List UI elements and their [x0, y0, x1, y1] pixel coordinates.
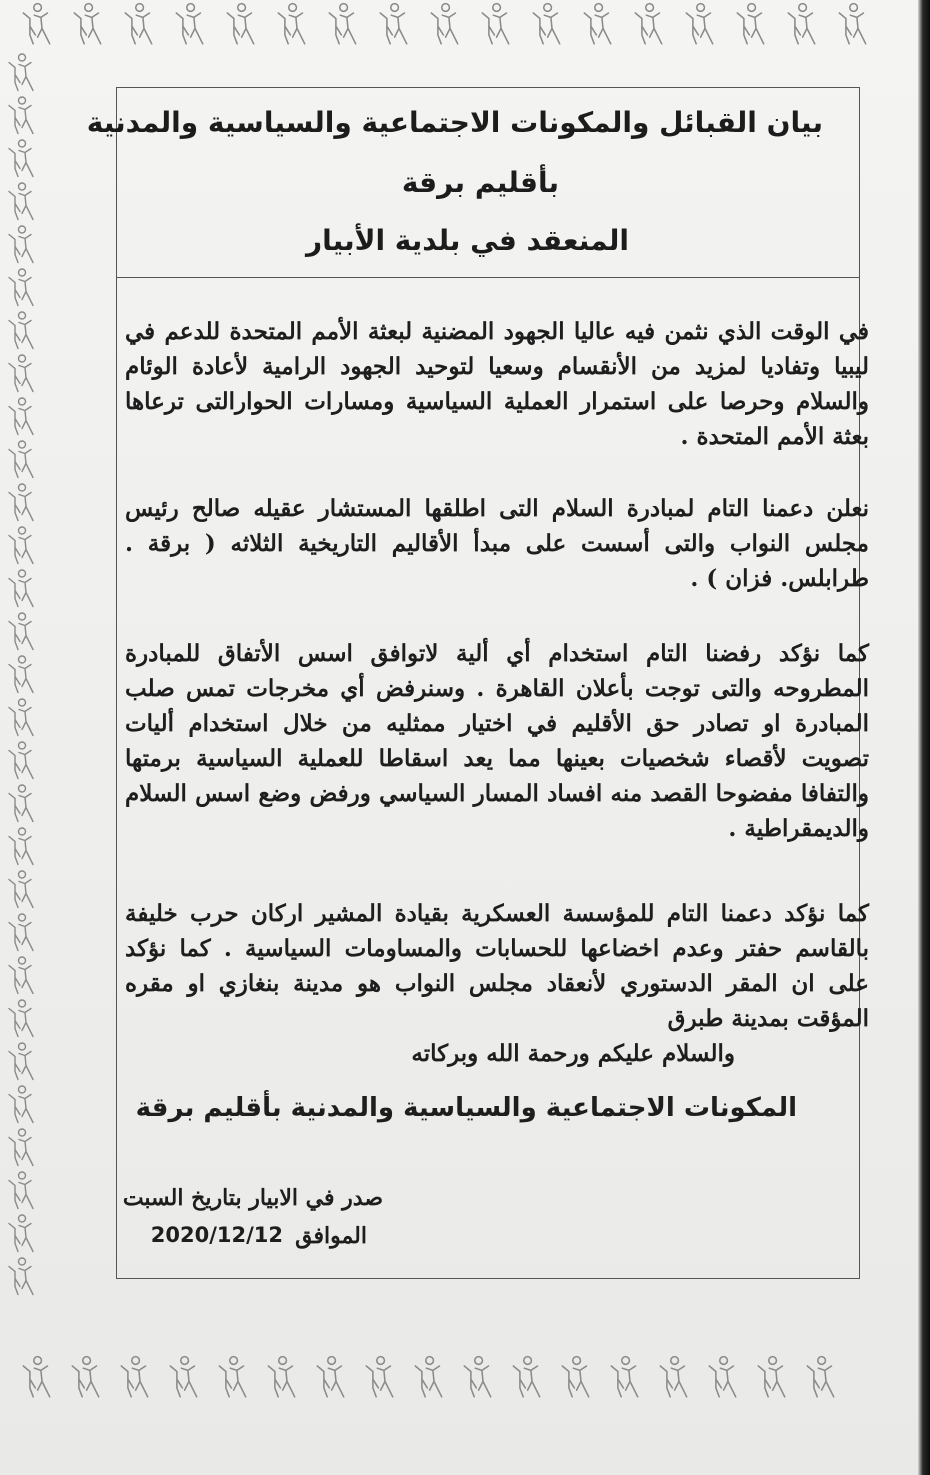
paragraph-3: كما نؤكد رفضنا التام استخدام أي ألية لاتوافق اسس الأتفاق للمبادرة المطروحه والتى توجت بأعلان القاهرة . وسنرفض أي مخرجات تمس صلب المبادرة او تصادر حق الأقليم في اختيار ممثليه من خلال استخدام أليات تصويت لأقصاء شخصيات بعينها مما يعد اسقاطا للعملية السياسية برمتها والتفافا مفضوحا القصد منه افساد المسار السياسي ورفض وضع اسس السلام والديمقراطية . — [125, 640, 869, 842]
stick-figure-icon — [377, 2, 410, 46]
stick-figure-icon — [6, 654, 36, 695]
stick-figure-icon — [265, 1355, 298, 1399]
stick-figure-icon — [706, 1355, 739, 1399]
stick-figure-icon — [6, 568, 36, 609]
stick-figure-icon — [785, 2, 818, 46]
stick-figure-icon — [683, 2, 716, 46]
stick-figure-icon — [6, 52, 36, 93]
paragraph-4: كما نؤكد دعمنا التام للمؤسسة العسكرية بقيادة المشير اركان حرب خليفة بالقاسم حفتر وعدم اخضاعها للحسابات والمساومات السياسية . كما نؤكد على ان المقر الدستوري لأنعقاد مجلس النواب هو مدينة بنغازي او مقره المؤقت بمدينة طبرق — [125, 900, 869, 1032]
stick-figure-icon — [657, 1355, 690, 1399]
title-section — [86, 88, 859, 278]
stick-figure-icon — [20, 1355, 53, 1399]
title-line-2: بأقليم برقة — [401, 166, 559, 199]
stick-figure-icon — [6, 1213, 36, 1254]
stick-figure-icon — [122, 2, 155, 46]
stick-figure-icon — [559, 1355, 592, 1399]
paragraph-1: في الوقت الذي نثمن فيه عاليا الجهود المضنية لبعثة الأمم المتحدة للدعم في ليبيا وتفاديا لمزيد من الأنقسام وسعيا لتوحيد الجهود الرامية لأعادة الوئام والسلام وحرصا على استمرار العملية السياسية ومسارات الحوارالتى ترعاها بعثة الأمم المتحدة . — [125, 318, 869, 450]
statement-box — [86, 87, 869, 1279]
stick-figure-icon — [6, 783, 36, 824]
stick-figure-icon — [6, 697, 36, 738]
stick-figure-icon — [734, 2, 767, 46]
stick-figure-icon — [6, 267, 36, 308]
stick-figure-icon — [6, 740, 36, 781]
stick-figure-icon — [6, 869, 36, 910]
stick-figure-icon — [428, 2, 461, 46]
stick-figure-icon — [6, 912, 36, 953]
stick-figure-icon — [6, 1170, 36, 1211]
stick-figure-icon — [71, 2, 104, 46]
stick-figure-icon — [363, 1355, 396, 1399]
stick-figure-icon — [69, 1355, 102, 1399]
stick-figure-icon — [167, 1355, 200, 1399]
stick-figure-icon — [20, 2, 53, 46]
title-line-3: المنعقد في بلدية الأبيار — [306, 224, 629, 257]
stick-figure-icon — [530, 2, 563, 46]
stick-figure-icon — [479, 2, 512, 46]
stick-figure-icon — [581, 2, 614, 46]
decorative-border-bottom — [20, 1355, 837, 1399]
issued-date-label: الموافق — [295, 1223, 367, 1249]
paragraph-2: نعلن دعمنا التام لمبادرة السلام التى اطلقها المستشار عقيله صالح رئيس مجلس النواب والتى أسست على مبدأ الأقاليم التاريخية الثلاثه ( برقة . طرابلس. فزان ) . — [125, 495, 869, 592]
stick-figure-icon — [224, 2, 257, 46]
stick-figure-icon — [6, 955, 36, 996]
stick-figure-icon — [6, 95, 36, 136]
stick-figure-icon — [412, 1355, 445, 1399]
stick-figure-icon — [755, 1355, 788, 1399]
decorative-border-left — [6, 52, 36, 1297]
stick-figure-icon — [461, 1355, 494, 1399]
stick-figure-icon — [6, 1041, 36, 1082]
stick-figure-icon — [6, 353, 36, 394]
stick-figure-icon — [6, 1256, 36, 1297]
stick-figure-icon — [510, 1355, 543, 1399]
stick-figure-icon — [216, 1355, 249, 1399]
stick-figure-icon — [6, 1127, 36, 1168]
stick-figure-icon — [6, 998, 36, 1039]
issued-date: 2020/12/12 — [150, 1223, 283, 1247]
decorative-border-top — [20, 2, 869, 46]
closing-salutation: والسلام عليكم ورحمة الله وبركاته — [411, 1040, 735, 1067]
stick-figure-icon — [6, 396, 36, 437]
scan-edge-shadow — [918, 0, 930, 1475]
stick-figure-icon — [632, 2, 665, 46]
signatory: المكونات الاجتماعية والسياسية والمدنية بأقليم برقة — [135, 1093, 797, 1123]
stick-figure-icon — [275, 2, 308, 46]
stick-figure-icon — [836, 2, 869, 46]
title-line-1: بيان القبائل والمكونات الاجتماعية والسياسية والمدنية — [86, 106, 823, 139]
stick-figure-icon — [6, 826, 36, 867]
stick-figure-icon — [6, 1084, 36, 1125]
stick-figure-icon — [6, 224, 36, 265]
stick-figure-icon — [6, 525, 36, 566]
issued-place: صدر في الابيار بتاريخ السبت — [122, 1185, 383, 1211]
stick-figure-icon — [6, 138, 36, 179]
stick-figure-icon — [6, 439, 36, 480]
stick-figure-icon — [6, 482, 36, 523]
stick-figure-icon — [118, 1355, 151, 1399]
stick-figure-icon — [314, 1355, 347, 1399]
stick-figure-icon — [6, 181, 36, 222]
stick-figure-icon — [326, 2, 359, 46]
stick-figure-icon — [173, 2, 206, 46]
stick-figure-icon — [6, 310, 36, 351]
stick-figure-icon — [6, 611, 36, 652]
stick-figure-icon — [608, 1355, 641, 1399]
stick-figure-icon — [804, 1355, 837, 1399]
